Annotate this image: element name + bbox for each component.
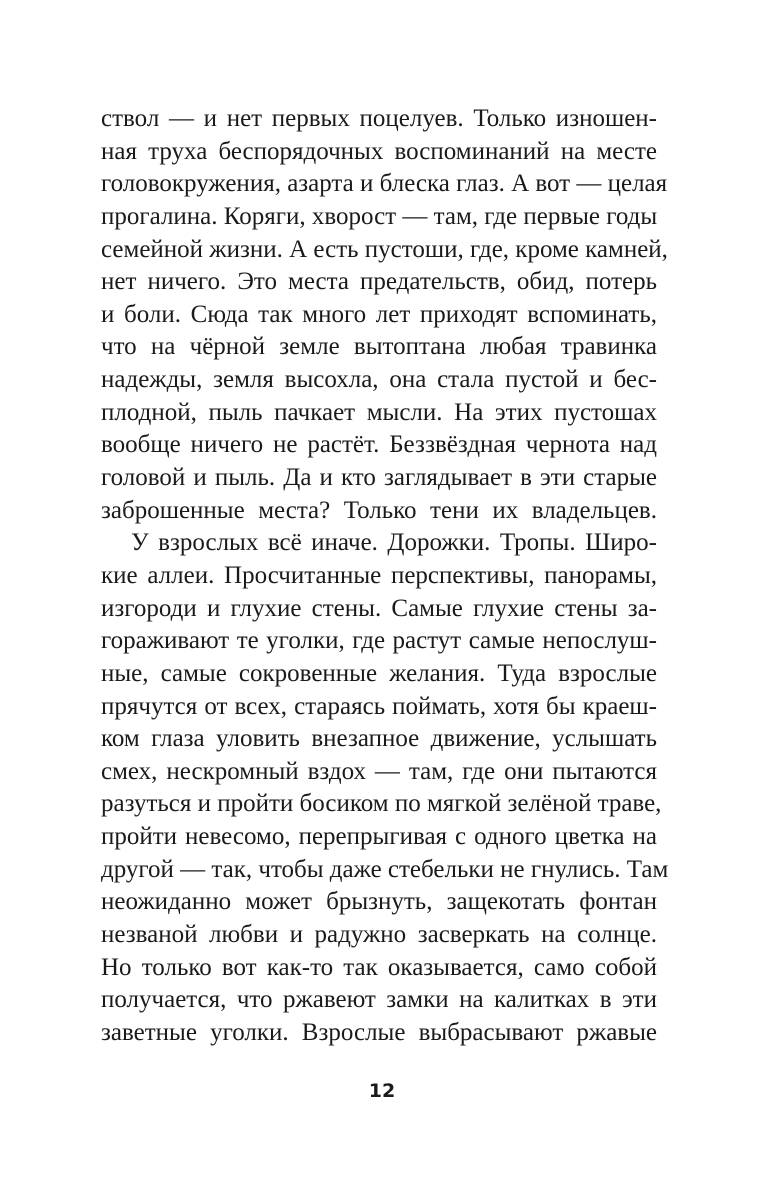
text-line: ком глаза уловить внезапное движение, услышать [101, 725, 657, 753]
text-line: кие аллеи. Просчитанные перспективы, панорамы, [101, 561, 657, 589]
text-line: смех, нескромный вздох — там, где они пытаются [101, 757, 657, 785]
text-line: гораживают те уголки, где растут самые непослуш- [101, 627, 657, 655]
text-line: прогалина. Коряги, хворост — там, где первые годы [101, 202, 658, 230]
text-line: нет ничего. Это места предательств, обид, потерь [101, 268, 657, 296]
body-text [101, 103, 669, 1050]
text-line: надежды, земля высохла, она стала пустой и бес- [101, 366, 657, 394]
text-line: вообще ничего не растёт. Беззвёздная чернота над [101, 431, 657, 459]
text-line: головой и пыль. Да и кто заглядывает в эти старые [101, 464, 657, 492]
text-line: У взрослых всё иначе. Дорожки. Тропы. Широ- [131, 529, 657, 557]
text-line: Но только вот как-то так оказывается, само собой [101, 953, 657, 981]
text-line: неожиданно может брызнуть, защекотать фонтан [101, 888, 657, 916]
text-line: другой — так, чтобы даже стебельки не гнулись. Там [101, 855, 669, 883]
text-line: изгороди и глухие стены. Самые глухие стены за- [101, 594, 657, 622]
text-line: головокружения, азарта и блеска глаз. А вот — целая [101, 170, 668, 198]
text-line: заброшенные места? Только тени их владельцев. [101, 496, 657, 524]
text-line: что на чёрной земле вытоптана любая травинка [101, 333, 657, 361]
text-line: семейной жизни. А есть пустоши, где, кроме камней, [101, 235, 668, 263]
text-line: ная труха беспорядочных воспоминаний на месте [101, 137, 657, 165]
text-line: прячутся от всех, стараясь поймать, хотя бы краеш- [101, 692, 657, 720]
text-line: разуться и пройти босиком по мягкой зелёной траве, [101, 790, 662, 818]
text-line: незваной любви и радужно засверкать на солнце. [101, 921, 657, 949]
text-line: заветные уголки. Взрослые выбрасывают ржавые [101, 1018, 657, 1046]
paragraph-1 [101, 103, 668, 527]
text-line: плодной, пыль пачкает мысли. На этих пустошах [101, 398, 657, 426]
page-number: 12 [368, 1080, 396, 1102]
text-line: ствол — и нет первых поцелуев. Только изношен- [101, 105, 657, 132]
text-line: ные, самые сокровенные желания. Туда взрослые [101, 659, 657, 687]
text-line: получается, что ржавеют замки на калитках в эти [101, 986, 657, 1014]
paragraph-2 [101, 527, 669, 1049]
text-line: пройти невесомо, перепрыгивая с одного цветка на [101, 823, 657, 851]
text-line: и боли. Сюда так много лет приходят вспоминать, [101, 300, 657, 328]
